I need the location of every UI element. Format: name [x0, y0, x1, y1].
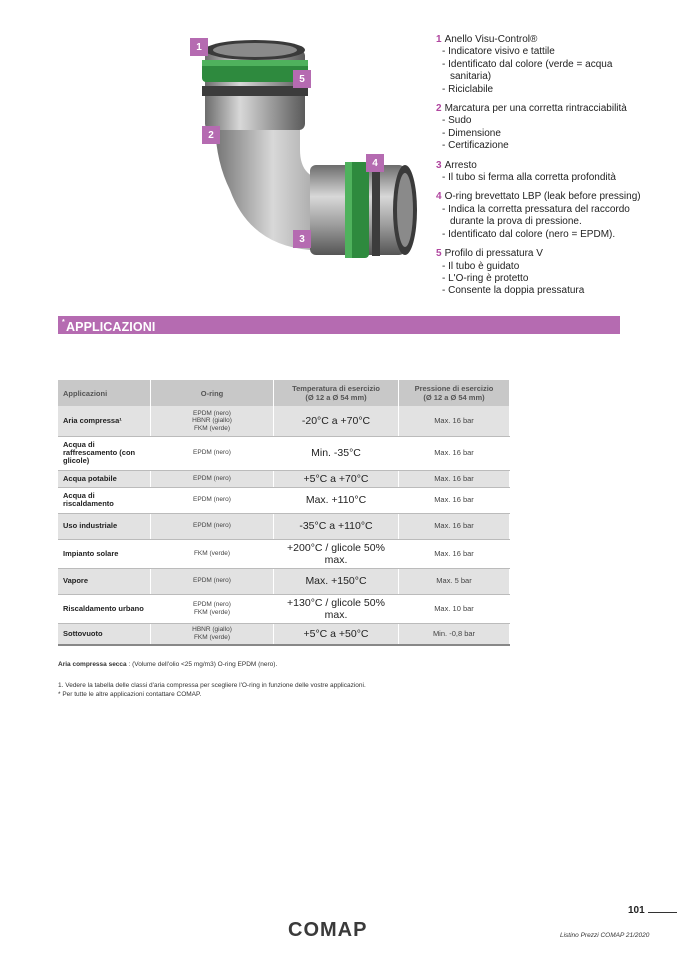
legend-item-title — [436, 34, 666, 46]
oring-value: EPDM (nero) — [193, 577, 231, 585]
table-row — [58, 406, 510, 436]
logo-text: COMAP — [288, 919, 368, 940]
legend-subitem — [436, 285, 666, 297]
oring-value: FKM (verde) — [193, 549, 231, 557]
feature-legend — [436, 34, 666, 305]
legend-number: 4 — [436, 191, 442, 203]
cell-oring — [151, 594, 274, 623]
legend-subitem-line: - Indica la corretta pressatura del raccordo — [442, 203, 630, 215]
header-oring: O-ring — [151, 380, 274, 406]
legend-title-text: O-ring brevettato LBP (leak before pressing) — [444, 191, 641, 203]
cell-applicazione: Riscaldamento urbano — [58, 594, 151, 623]
cell-oring — [151, 539, 274, 568]
legend-number: 1 — [436, 34, 442, 45]
legend-subitem — [436, 59, 666, 84]
cell-oring — [151, 470, 274, 487]
legend-item — [436, 34, 666, 96]
legend-number: 2 — [436, 103, 442, 115]
legend-subitem — [436, 172, 666, 184]
table-row — [58, 487, 510, 513]
cell-oring — [151, 487, 274, 513]
cell-oring — [151, 436, 274, 470]
page-number-rule — [648, 912, 677, 913]
oring-value: HBNR (giallo) — [192, 417, 232, 424]
table-row — [58, 513, 510, 539]
page-number: 101 — [628, 905, 645, 916]
legend-number: 5 — [436, 248, 442, 260]
legend-subitem-line: - Certificazione — [442, 140, 509, 152]
cell-oring — [151, 568, 274, 594]
cell-temperatura: -35°C a +110°C — [274, 513, 399, 539]
legend-subitem — [436, 115, 666, 127]
cell-applicazione: Sottovuoto — [58, 623, 151, 645]
legend-subitem — [436, 229, 666, 241]
comap-logo — [288, 918, 392, 945]
cell-pressione: Max. 16 bar — [399, 487, 510, 513]
cell-pressione: Min. -0,8 bar — [399, 623, 510, 645]
cell-temperatura: Max. +110°C — [274, 487, 399, 513]
footnote-1: 1. Vedere la tabella delle classi d'aria compressa per scegliere l'O-ring in funzione delle vostre applicazioni. — [58, 682, 366, 689]
legend-subitem-line: durante la prova di pressione. — [450, 216, 582, 228]
cell-applicazione: Acqua di riscaldamento — [58, 487, 151, 513]
legend-subitem-line: - Sudo — [442, 115, 472, 127]
cell-pressione: Max. 16 bar — [399, 539, 510, 568]
table-row — [58, 470, 510, 487]
legend-subitem — [436, 84, 666, 96]
table-row — [58, 623, 510, 645]
oring-value: EPDM (nero) — [193, 601, 231, 608]
cell-pressione: Max. 16 bar — [399, 406, 510, 436]
legend-subitem-line: - Il tubo si ferma alla corretta profondità — [442, 172, 616, 184]
section-title: APPLICAZIONI * — [62, 318, 156, 334]
legend-subitem-line: - Dimensione — [442, 127, 501, 139]
legend-item-title — [436, 103, 666, 115]
oring-value: HBNR (giallo) — [192, 626, 232, 634]
cell-pressione: Max. 16 bar — [399, 470, 510, 487]
cell-temperatura: -20°C a +70°C — [274, 406, 399, 436]
oring-value: EPDM (nero) — [193, 449, 231, 457]
legend-item-title — [436, 160, 666, 172]
oring-value: EPDM (nero) — [193, 496, 231, 504]
oring-value: FKM (verde) — [193, 424, 231, 432]
cell-oring — [151, 623, 274, 645]
cell-pressione: Max. 16 bar — [399, 513, 510, 539]
aria-compressa-note: Aria compressa secca : (Volume dell'olio <25 mg/m3) O-ring EPDM (nero). — [58, 661, 278, 668]
product-illustration — [190, 30, 420, 270]
cell-temperatura: +130°C / glicole 50% max. — [274, 594, 399, 623]
legend-subitem — [436, 204, 666, 229]
legend-item — [436, 160, 666, 185]
cell-applicazione: Acqua di raffrescamento (con glicole) — [58, 436, 151, 470]
cell-applicazione: Aria compressa¹ — [58, 406, 151, 436]
cell-applicazione: Vapore — [58, 568, 151, 594]
cell-temperatura: Max. +150°C — [274, 568, 399, 594]
cell-temperatura: +200°C / glicole 50% max. — [274, 539, 399, 568]
table-row — [58, 594, 510, 623]
oring-value: FKM (verde) — [193, 633, 231, 641]
legend-item-title — [436, 191, 666, 203]
comap-logo-mark — [288, 918, 392, 940]
cell-applicazione: Impianto solare — [58, 539, 151, 568]
legend-subitem-line: - Consente la doppia pressatura — [442, 285, 585, 297]
catalog-reference: Listino Prezzi COMAP 21/2020 — [560, 932, 650, 939]
cell-temperatura: +5°C a +50°C — [274, 623, 399, 645]
applications-table — [58, 380, 510, 646]
legend-subitem — [436, 273, 666, 285]
cell-oring — [151, 406, 274, 436]
cell-pressione: Max. 16 bar — [399, 436, 510, 470]
callout-tag-2: 2 — [202, 126, 220, 144]
section-banner — [58, 316, 620, 334]
table-row — [58, 568, 510, 594]
cell-oring — [151, 513, 274, 539]
cell-pressione: Max. 5 bar — [399, 568, 510, 594]
legend-subitem-line: - Indicatore visivo e tattile — [442, 46, 555, 58]
legend-item — [436, 103, 666, 153]
table-row — [58, 436, 510, 470]
header-temperatura: Temperatura di esercizio (Ø 12 a Ø 54 mm) — [274, 380, 399, 406]
cell-temperatura: +5°C a +70°C — [274, 470, 399, 487]
header-pressione: Pressione di esercizio (Ø 12 a Ø 54 mm) — [399, 380, 510, 406]
legend-subitem-line: - Identificato dal colore (verde = acqua — [442, 58, 613, 70]
legend-item — [436, 248, 666, 298]
legend-title-text: Marcatura per una corretta rintracciabilità — [444, 103, 627, 115]
legend-item — [436, 191, 666, 241]
legend-title-text: Profilo di pressatura V — [444, 248, 543, 260]
legend-subitem-line: - L'O-ring è protetto — [442, 272, 529, 284]
oring-value: FKM (verde) — [193, 608, 231, 616]
table-body — [58, 406, 510, 645]
legend-subitem-line: sanitaria) — [450, 71, 492, 83]
legend-subitem-line: - Riciclabile — [442, 83, 494, 95]
cell-temperatura: Min. -35°C — [274, 436, 399, 470]
cell-pressione: Max. 10 bar — [399, 594, 510, 623]
legend-subitem — [436, 46, 666, 58]
cell-applicazione: Uso industriale — [58, 513, 151, 539]
callout-tag-5: 5 — [293, 70, 311, 88]
legend-subitem — [436, 140, 666, 152]
legend-number: 3 — [436, 159, 442, 171]
footnote-2: * Per tutte le altre applicazioni contattare COMAP. — [58, 691, 202, 698]
callout-tag-3: 3 — [293, 230, 311, 248]
oring-value: EPDM (nero) — [193, 474, 231, 482]
header-applicazioni: Applicazioni — [58, 380, 151, 406]
table-header-row — [58, 380, 510, 406]
cell-applicazione: Acqua potabile — [58, 470, 151, 487]
legend-title-text: Arresto — [444, 159, 477, 171]
legend-subitem — [436, 128, 666, 140]
legend-subitem — [436, 261, 666, 273]
table-row — [58, 539, 510, 568]
callout-tag-4: 4 — [366, 154, 384, 172]
oring-value: EPDM (nero) — [193, 522, 231, 530]
callout-tag-1: 1 — [190, 38, 208, 56]
oring-value: EPDM (nero) — [193, 409, 231, 417]
legend-subitem-line: - Identificato dal colore (nero = EPDM). — [442, 228, 616, 240]
legend-subitem-line: - Il tubo è guidato — [442, 260, 520, 272]
legend-title-text: Anello Visu-Control® — [444, 34, 538, 45]
legend-item-title — [436, 248, 666, 260]
